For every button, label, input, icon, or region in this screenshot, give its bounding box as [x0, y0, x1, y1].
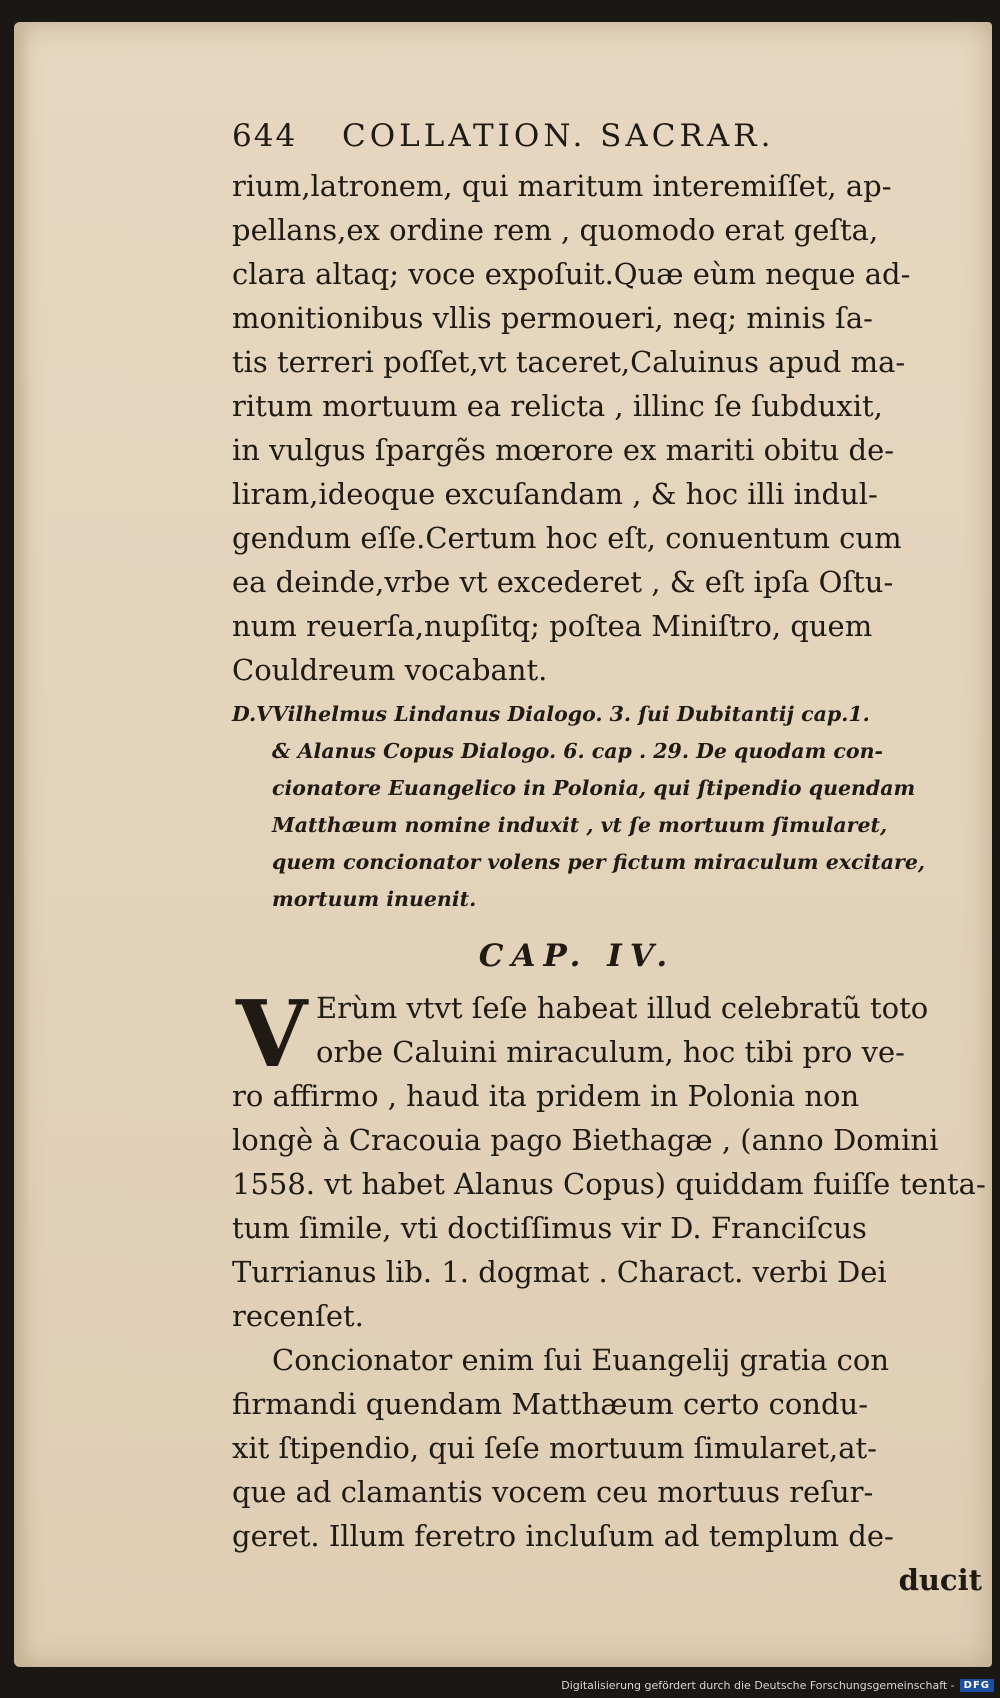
side-note — [232, 696, 982, 918]
text-line: ro affirmo , haud ita pridem in Polonia non — [232, 1079, 860, 1113]
text-block — [232, 118, 986, 1602]
text-line: monitionibus vllis permoueri, neq; minis ſa- — [232, 301, 873, 335]
text-line: clara altaq; voce expoſuit.Quæ eùm neque ad- — [232, 257, 911, 291]
note-line: & Alanus Copus Dialogo. 6. cap . 29. De quodam con- — [272, 739, 883, 763]
page-number: 644 — [232, 118, 298, 154]
note-line: mortuum inuenit. — [272, 887, 477, 911]
catchword: ducit — [898, 1563, 982, 1597]
page-gutter-shadow — [14, 22, 30, 1667]
text-line: liram,ideoque excuſandam , & hoc illi indul- — [232, 477, 878, 511]
text-line: pellans,ex ordine rem , quomodo erat geſta, — [232, 213, 879, 247]
text-line: Erùm vtvt ſeſe habeat illud celebratũ toto — [316, 991, 929, 1025]
text-line: gendum eſſe.Certum hoc eſt, conuentum cum — [232, 521, 902, 555]
text-line: tum ſimile, vti doctiſſimus vir D. Franciſcus — [232, 1211, 867, 1245]
text-line: xit ſtipendio, qui ſeſe mortuum ſimularet,at- — [232, 1431, 877, 1465]
text-line: que ad clamantis vocem ceu mortuus reſur- — [232, 1475, 874, 1509]
text-line: tis terreri poſſet,vt taceret,Caluinus apud ma- — [232, 345, 906, 379]
text-line: orbe Caluini miraculum, hoc tibi pro ve- — [316, 1035, 905, 1069]
text-line: 1558. vt habet Alanus Copus) quiddam fuiſſe tenta- — [232, 1167, 986, 1201]
text-line: num reuerſa,nupſitq; poſtea Miniſtro, quem — [232, 609, 873, 643]
chapter-heading: CAP. IV. — [478, 938, 676, 974]
body-text — [232, 164, 982, 692]
note-line: D.VVilhelmus Lindanus Dialogo. 3. ſui Dubitantij cap.1. — [232, 702, 870, 726]
text-line: firmandi quendam Matthæum certo condu- — [232, 1387, 869, 1421]
note-line: cionatore Euangelico in Polonia, qui ſtipendio quendam — [272, 776, 916, 800]
drop-cap: V — [236, 980, 308, 1088]
text-line: Couldreum vocabant. — [232, 653, 548, 687]
note-line: Matthæum nomine induxit , vt ſe mortuum ſimularet, — [272, 813, 888, 837]
digitization-credit — [561, 1679, 994, 1692]
running-title: COLLATION. SACRAR. — [342, 118, 775, 154]
text-line: in vulgus ſpargẽs mœrore ex mariti obitu de- — [232, 433, 895, 467]
text-line: ritum mortuum ea relicta , illinc ſe ſubduxit, — [232, 389, 883, 423]
text-line: recenſet. — [232, 1299, 364, 1333]
text-line: Concionator enim ſui Euangelij gratia con — [272, 1343, 890, 1377]
text-line: geret. Illum feretro incluſum ad templum de- — [232, 1519, 894, 1553]
dfg-logo-icon: DFG — [960, 1679, 994, 1692]
text-line: longè à Cracouia pago Biethagæ , (anno Domini — [232, 1123, 939, 1157]
credit-text: Digitalisierung gefördert durch die Deutsche Forschungsgemeinschaft - — [561, 1679, 955, 1692]
text-line: ea deinde,vrbe vt excederet , & eſt ipſa Oſtu- — [232, 565, 894, 599]
chapter-text — [232, 980, 986, 1602]
note-line: quem concionator volens per fictum miraculum excitare, — [272, 850, 926, 874]
text-line: rium,latronem, qui maritum interemiſſet, ap- — [232, 169, 892, 203]
text-line: Turrianus lib. 1. dogmat . Charact. verbi Dei — [232, 1255, 887, 1289]
running-head — [232, 118, 982, 164]
